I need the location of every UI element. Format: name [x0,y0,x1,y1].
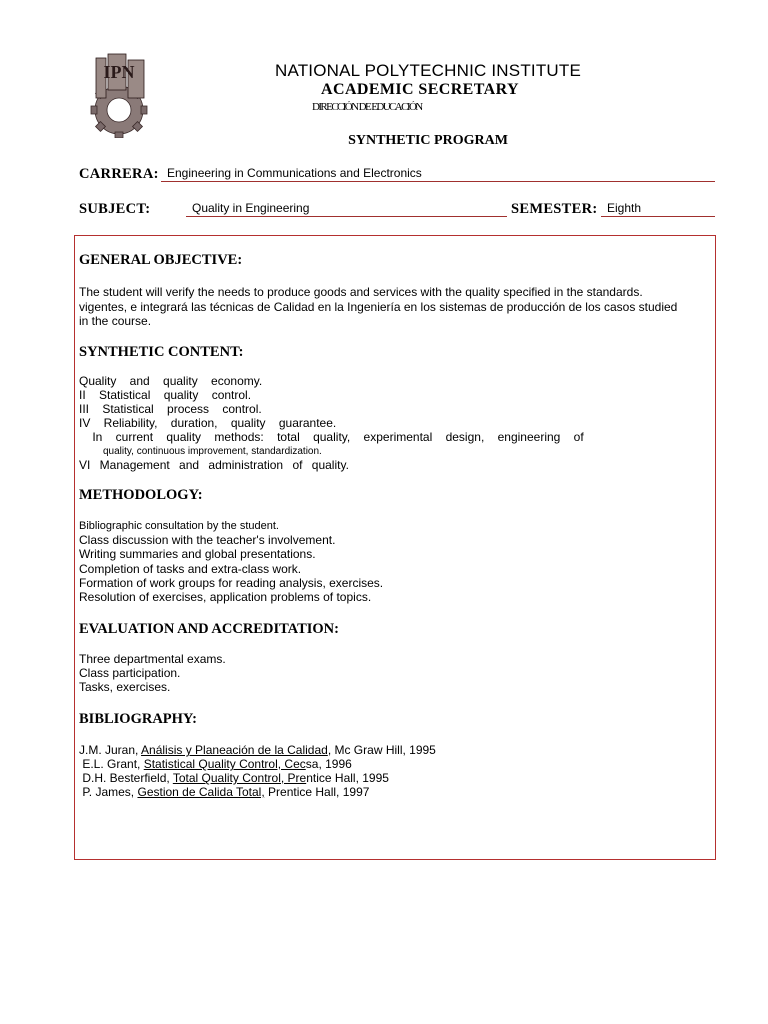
content-item: II Statistical quality control. [79,388,252,402]
content-item: III Statistical process control. [79,402,262,416]
evaluation-item: Three departmental exams. [79,652,226,666]
bibliography-entry: P. James, Gestion de Calida Total, Prentice Hall, 1997 [79,785,370,799]
subject-field: Quality in Engineering [186,201,507,217]
content-item: Quality and quality economy. [79,374,263,388]
svg-text:IPN: IPN [103,62,135,82]
carrera-label: CARRERA: [79,166,159,182]
bibliography-heading: BIBLIOGRAPHY: [79,711,197,727]
content-item: quality, continuous improvement, standardization. [103,446,322,457]
methodology-item: Resolution of exercises, application problems of topics. [79,590,372,604]
methodology-item: Completion of tasks and extra-class work. [79,562,302,576]
semester-field: Eighth [601,201,715,217]
carrera-field: Engineering in Communications and Electronics [161,166,715,182]
academic-secretary: ACADEMIC SECRETARY [321,81,519,98]
bibliography-entry: J.M. Juran, Análisis y Planeación de la Calidad, Mc Graw Hill, 1995 [79,743,436,757]
methodology-item: Writing summaries and global presentations. [79,547,316,561]
direction-title: DIRECCIÓN DE EDUCACIÓN [312,101,422,113]
content-item: IV Reliability, duration, quality guarantee. [79,416,337,430]
content-heading: SYNTHETIC CONTENT: [79,344,244,360]
semester-label: SEMESTER: [511,201,598,217]
bibliography-entry: D.H. Besterfield, Total Quality Control, Prentice Hall, 1995 [79,771,389,785]
program-title: SYNTHETIC PROGRAM [348,133,508,148]
subject-label: SUBJECT: [79,201,151,217]
institute-name: NATIONAL POLYTECHNIC INSTITUTE [274,61,582,80]
methodology-item: Class discussion with the teacher's involvement. [79,533,336,547]
content-item: VI Management and administration of quality. [79,458,349,472]
evaluation-item: Tasks, exercises. [79,680,171,694]
bibliography-entry: E.L. Grant, Statistical Quality Control, Cecsa, 1996 [79,757,352,771]
evaluation-item: Class participation. [79,666,181,680]
methodology-item: Bibliographic consultation by the student. [79,520,279,532]
evaluation-heading: EVALUATION AND ACCREDITATION: [79,621,339,637]
program-content-box [74,235,716,860]
content-item: In current quality methods: total quality, experimental design, engineering of [79,430,584,444]
methodology-item: Formation of work groups for reading analysis, exercises. [79,576,384,590]
objective-heading: GENERAL OBJECTIVE: [79,252,243,268]
methodology-heading: METHODOLOGY: [79,487,203,503]
objective-text: The student will verify the needs to produce goods and services with the quality specified in the standards. vigentes, e integrará las técnicas de Calidad en la Ingeniería en los sistemas de producción de los casos studied in the course. [79,285,678,328]
